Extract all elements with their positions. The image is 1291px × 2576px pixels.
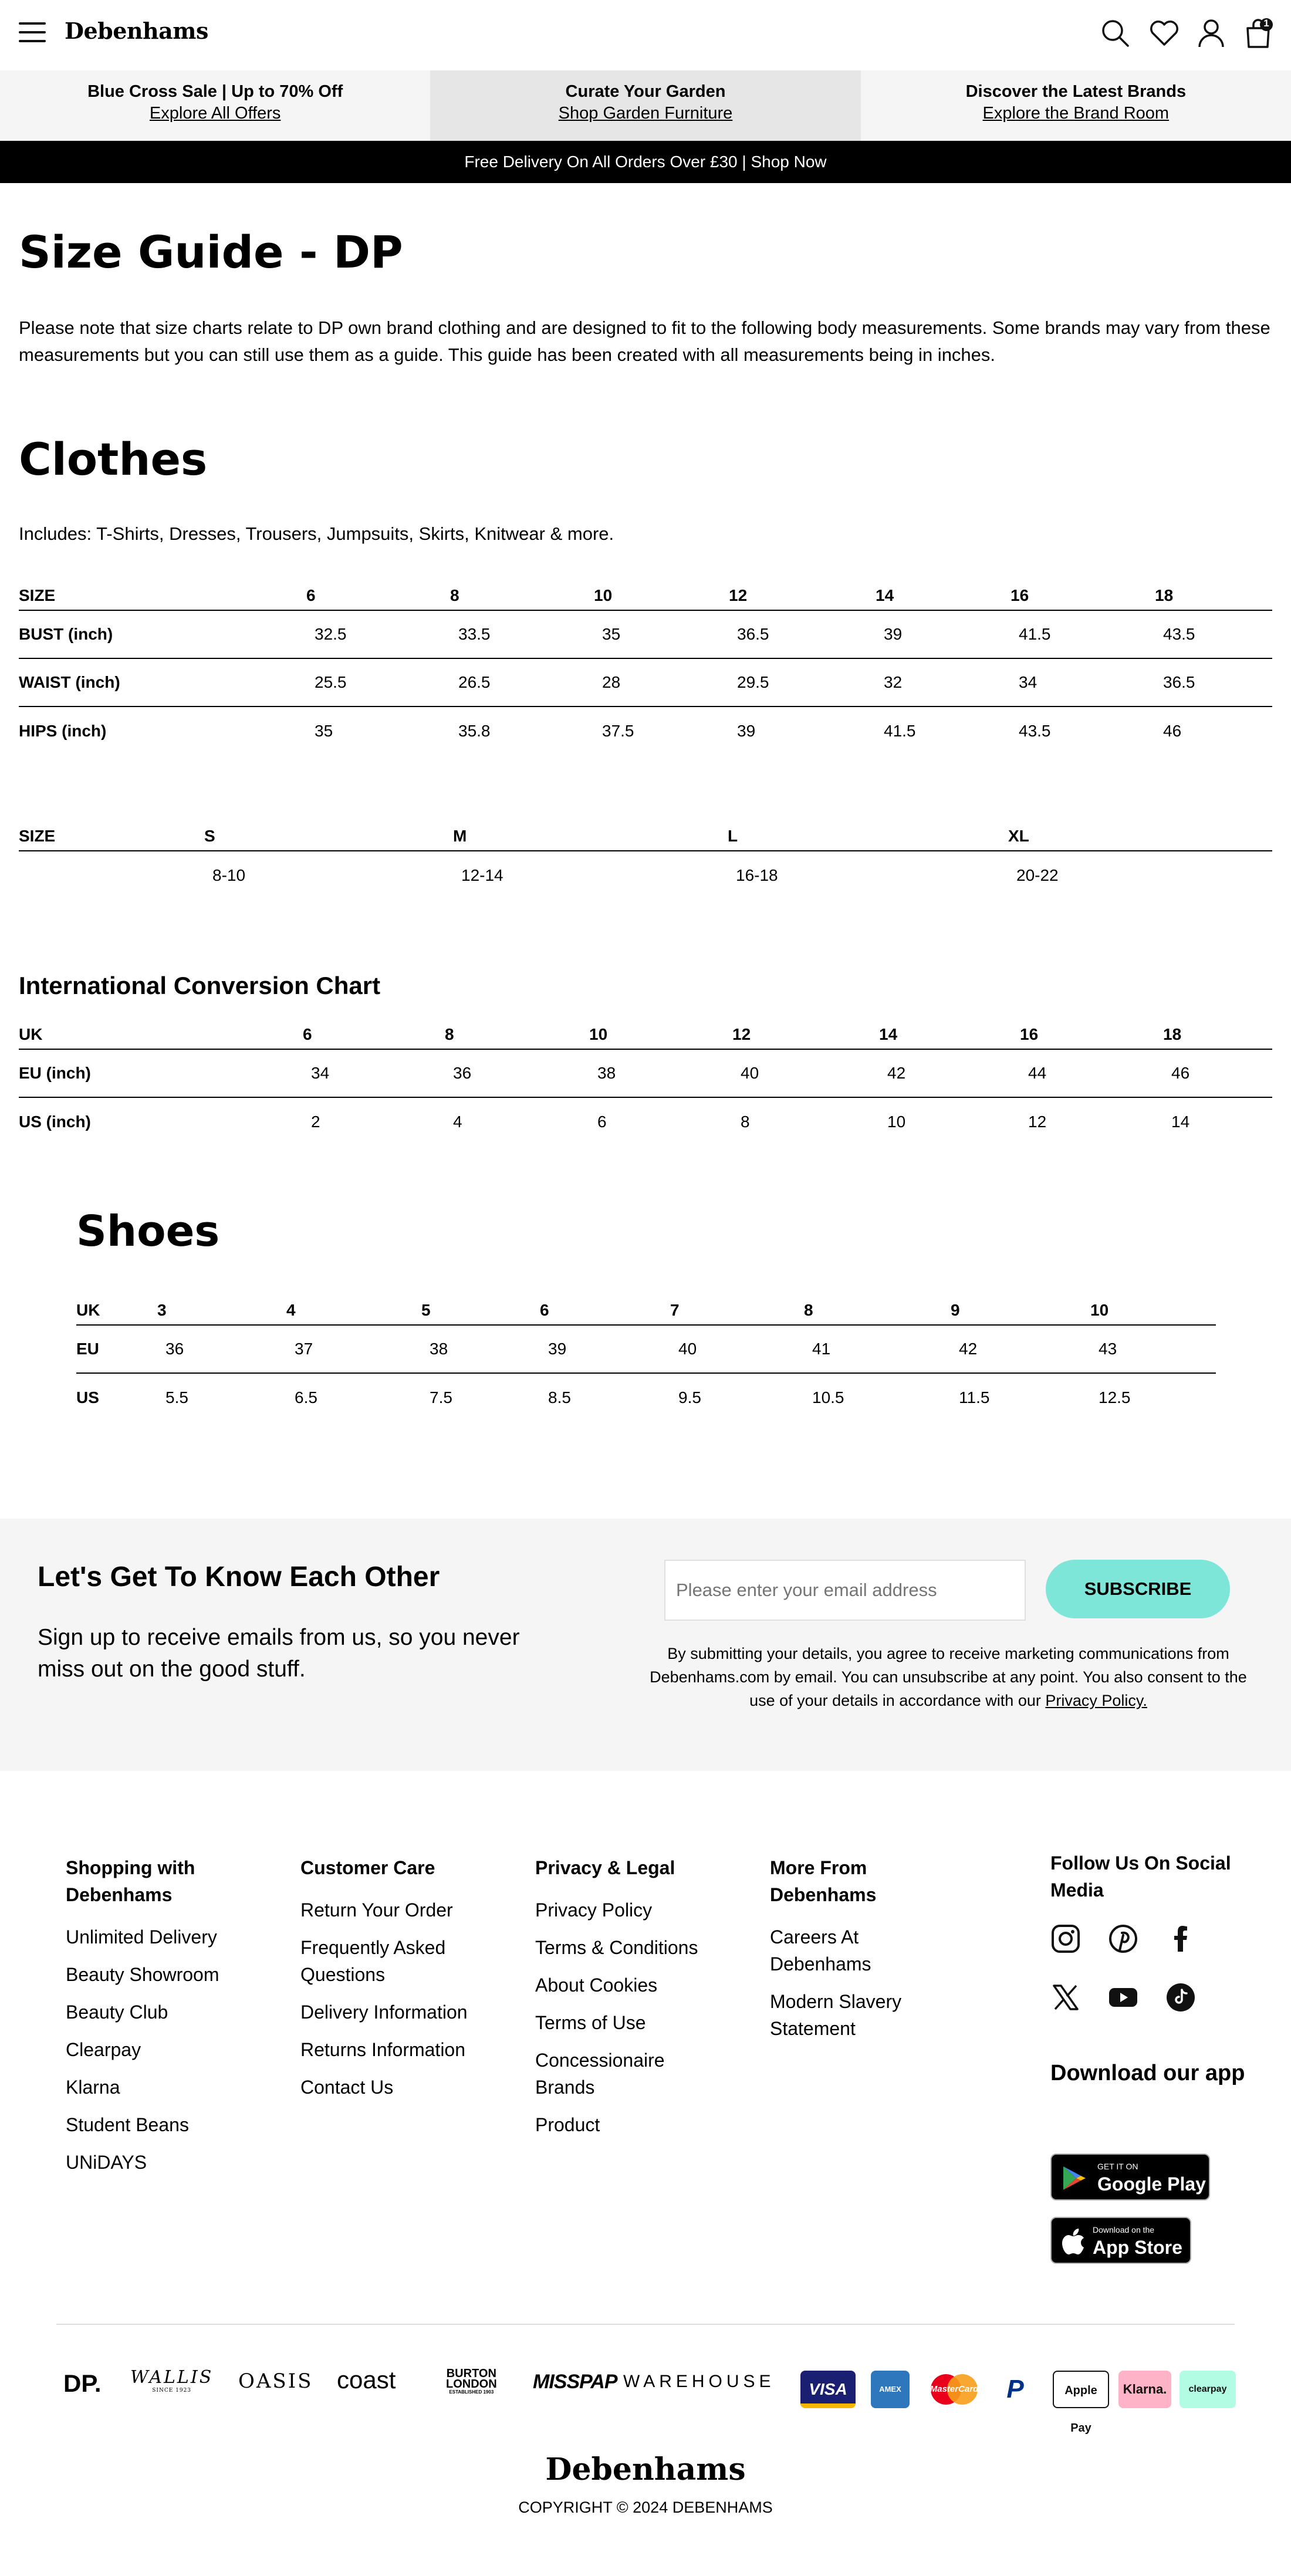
table-row xyxy=(19,851,1272,899)
table-header: 18 xyxy=(1155,581,1272,610)
app-store-small: Download on the xyxy=(1093,2225,1155,2234)
table-cell: 28 xyxy=(594,658,729,706)
row-label: BUST (inch) xyxy=(19,610,306,658)
table-header-row xyxy=(19,1020,1272,1049)
table-cell: 43.5 xyxy=(1019,721,1051,740)
table-cell: 37 xyxy=(286,1325,421,1373)
table-header: 7 xyxy=(670,1296,804,1325)
promo-title: Blue Cross Sale | Up to 70% Off xyxy=(87,82,343,101)
table-row xyxy=(76,1373,1216,1421)
table-cell: 39 xyxy=(540,1325,670,1373)
newsletter-title: Let's Get To Know Each Other xyxy=(38,1561,440,1593)
footer-link[interactable]: Clearpay xyxy=(66,2039,141,2060)
table-row xyxy=(19,658,1272,706)
footer-link[interactable]: Beauty Showroom xyxy=(66,1964,219,1985)
table-cell: 12-14 xyxy=(461,866,503,884)
footer-heading: Shopping with Debenhams xyxy=(66,1857,195,1905)
row-label: EU (inch) xyxy=(19,1049,303,1097)
cart-count-badge: 1 xyxy=(1263,18,1269,29)
table-header: 10 xyxy=(1090,1296,1216,1325)
footer-link[interactable]: Returns Information xyxy=(300,2039,466,2060)
table-cell: 37.5 xyxy=(602,721,634,740)
table-header: SIZE xyxy=(19,822,204,851)
footer-link[interactable]: Product xyxy=(535,2114,600,2135)
table-cell: 35 xyxy=(315,721,333,740)
table-header: 6 xyxy=(540,1296,670,1325)
row-label xyxy=(19,851,204,899)
table-cell: 12 xyxy=(1028,1112,1047,1131)
table-cell: 41.5 xyxy=(1011,610,1155,658)
table-header: 12 xyxy=(729,581,876,610)
site-logo[interactable]: Debenhams xyxy=(65,18,208,44)
promo-link[interactable]: Shop Garden Furniture xyxy=(558,104,733,123)
table-cell: 38 xyxy=(421,1325,540,1373)
mastercard-label: MasterCard xyxy=(930,2384,979,2394)
table-cell: 35.8 xyxy=(458,721,491,740)
table-cell: 41.5 xyxy=(884,721,916,740)
table-cell: 2 xyxy=(311,1112,320,1131)
footer-link[interactable]: Privacy Policy xyxy=(535,1899,653,1921)
brand-wallis[interactable] xyxy=(130,2367,213,2394)
table-header: 10 xyxy=(594,581,729,610)
table-cell: 33.5 xyxy=(450,610,594,658)
shoes-heading: Shoes xyxy=(76,1206,220,1256)
table-cell: 41 xyxy=(804,1325,951,1373)
intro-text: Please note that size charts relate to DP own brand clothing and are designed to fit to the following body measurements. Some brands may vary from these measurements but you can still use them as a guide. This guide has been created with all measurements being in inches. xyxy=(19,317,1270,365)
row-label: US (inch) xyxy=(19,1112,91,1131)
klarna-icon: Klarna. xyxy=(1118,2371,1171,2408)
table-header: 12 xyxy=(732,1020,879,1049)
newsletter-section xyxy=(0,1519,1291,1771)
conversion-heading: International Conversion Chart xyxy=(19,972,381,999)
app-download-heading: Download our app xyxy=(1050,2061,1245,2085)
footer-heading: Customer Care xyxy=(300,1857,435,1878)
menu-icon[interactable] xyxy=(19,22,46,42)
privacy-policy-link[interactable]: Privacy Policy. xyxy=(1045,1692,1147,1709)
footer-heading: Privacy & Legal xyxy=(535,1857,675,1878)
footer-link[interactable]: UNiDAYS xyxy=(66,2152,147,2173)
footer-column-more xyxy=(770,1854,940,2053)
table-header: 3 xyxy=(157,1296,286,1325)
promo-title: Curate Your Garden xyxy=(565,82,726,101)
table-header: L xyxy=(728,822,1008,851)
wishlist-heart-icon[interactable] xyxy=(1148,16,1181,49)
app-store-big: App Store xyxy=(1093,2237,1182,2258)
table-header: 8 xyxy=(445,1020,589,1049)
table-cell: 4 xyxy=(453,1112,462,1131)
table-header: UK xyxy=(76,1296,157,1325)
footer-link[interactable]: Frequently Asked Questions xyxy=(300,1937,446,1985)
brand-burton[interactable] xyxy=(446,2368,497,2395)
letter-size-table xyxy=(19,822,1272,899)
legal-text: By submitting your details, you agree to receive marketing communications from Debenhams.com by email. You can unsubscribe at any point. You also consent to the use of your details in accordance with our xyxy=(650,1645,1247,1709)
table-cell: 26.5 xyxy=(450,658,594,706)
row-label: EU xyxy=(76,1325,157,1373)
table-header: 4 xyxy=(286,1296,421,1325)
table-cell: 38 xyxy=(589,1049,732,1097)
table-cell: 34 xyxy=(303,1049,445,1097)
footer-link[interactable]: About Cookies xyxy=(535,1975,658,1996)
google-play-badge[interactable] xyxy=(1050,2154,1210,2200)
footer-link[interactable]: Beauty Club xyxy=(66,2002,168,2023)
table-cell: 36 xyxy=(157,1325,286,1373)
facebook-icon[interactable] xyxy=(1165,1923,1196,1954)
promo-brands[interactable] xyxy=(861,70,1291,141)
clothes-heading: Clothes xyxy=(19,433,208,485)
footer-column-shopping xyxy=(66,1854,254,2186)
footer-link[interactable]: Careers At Debenhams xyxy=(770,1926,871,1975)
brand-wallis-since: SINCE 1923 xyxy=(152,2388,192,2394)
table-header: S xyxy=(204,822,453,851)
table-header: 10 xyxy=(589,1020,732,1049)
table-cell: 36.5 xyxy=(1155,658,1272,706)
brand-oasis[interactable]: OASIS xyxy=(238,2369,313,2393)
table-cell: 25.5 xyxy=(306,658,450,706)
footer-link[interactable]: Student Beans xyxy=(66,2114,189,2135)
footer-column-privacy-legal xyxy=(535,1854,729,2149)
table-header-row xyxy=(19,822,1272,851)
table-header: 6 xyxy=(303,1020,445,1049)
footer-link[interactable]: Concessionaire Brands xyxy=(535,2050,665,2098)
google-play-small: GET IT ON xyxy=(1097,2162,1138,2171)
table-cell: 14 xyxy=(1171,1112,1190,1131)
footer-link[interactable]: Terms of Use xyxy=(535,2012,646,2033)
table-cell: 8-10 xyxy=(212,866,246,884)
footer-link[interactable]: Modern Slavery Statement xyxy=(770,1991,902,2039)
table-row xyxy=(19,706,1272,755)
table-cell: 29.5 xyxy=(729,658,876,706)
table-cell: 8 xyxy=(741,1112,750,1131)
table-header: 18 xyxy=(1163,1020,1272,1049)
brand-warehouse[interactable]: WAREHOUSE xyxy=(623,2372,775,2391)
brand-wallis-name: WALLIS xyxy=(130,2367,214,2388)
table-cell: 42 xyxy=(879,1049,1020,1097)
table-header: 6 xyxy=(306,581,450,610)
table-header: 5 xyxy=(421,1296,540,1325)
search-icon[interactable] xyxy=(1099,16,1131,49)
table-cell: 36 xyxy=(445,1049,589,1097)
page-title: Size Guide - DP xyxy=(19,226,403,278)
table-cell: 8.5 xyxy=(548,1388,571,1407)
table-header-row xyxy=(19,581,1272,610)
newsletter-subtitle: Sign up to receive emails from us, so you never miss out on the good stuff. xyxy=(38,1625,520,1682)
conversion-table xyxy=(19,1020,1272,1145)
footer-link[interactable]: Contact Us xyxy=(300,2077,394,2098)
footer-link[interactable]: Unlimited Delivery xyxy=(66,1926,217,1948)
table-cell: 46 xyxy=(1163,721,1182,740)
table-cell: 6.5 xyxy=(295,1388,317,1407)
x-icon[interactable] xyxy=(1050,1982,1081,2013)
table-cell: 7.5 xyxy=(430,1388,452,1407)
footer-logo[interactable]: Debenhams xyxy=(545,2452,746,2487)
table-cell: 32 xyxy=(876,658,1011,706)
brand-misspap[interactable]: MISSPAP xyxy=(533,2371,617,2393)
newsletter-legal xyxy=(649,1642,1248,1712)
table-header: XL xyxy=(1008,822,1272,851)
table-cell: 40 xyxy=(732,1049,879,1097)
brand-coast[interactable]: coast xyxy=(337,2366,396,2394)
footer-link[interactable]: Terms & Conditions xyxy=(535,1937,698,1958)
google-play-big: Google Play xyxy=(1097,2173,1206,2195)
copyright: COPYRIGHT © 2024 DEBENHAMS xyxy=(518,2499,773,2516)
instagram-icon[interactable] xyxy=(1050,1923,1081,1954)
table-header: 8 xyxy=(450,581,594,610)
table-row xyxy=(19,1049,1272,1097)
table-cell: 39 xyxy=(876,610,1011,658)
footer-column-customer-care xyxy=(300,1854,494,2111)
table-cell: 39 xyxy=(737,721,756,740)
table-header: SIZE xyxy=(19,581,306,610)
includes-text: Includes: T-Shirts, Dresses, Trousers, Jumpsuits, Skirts, Knitwear & more. xyxy=(19,523,614,544)
subscribe-button[interactable]: SUBSCRIBE xyxy=(1046,1560,1230,1618)
account-icon[interactable] xyxy=(1195,16,1228,49)
amex-icon: AMEX xyxy=(871,2371,910,2408)
brand-dp[interactable]: DP. xyxy=(63,2369,102,2397)
promo-offers[interactable] xyxy=(0,70,430,141)
youtube-icon[interactable] xyxy=(1108,1982,1138,2013)
footer-heading: More From Debenhams xyxy=(770,1857,877,1905)
mastercard-icon xyxy=(926,2371,982,2408)
footer-divider xyxy=(56,2324,1235,2325)
table-cell: 35 xyxy=(594,610,729,658)
table-cell: 10.5 xyxy=(812,1388,844,1407)
table-row xyxy=(19,1097,1272,1145)
table-cell: 43 xyxy=(1090,1325,1216,1373)
footer-link[interactable]: Return Your Order xyxy=(300,1899,453,1921)
table-cell: 43.5 xyxy=(1155,610,1272,658)
tiktok-icon[interactable] xyxy=(1165,1982,1196,2013)
app-store-badge[interactable] xyxy=(1050,2217,1191,2264)
table-header: 16 xyxy=(1020,1020,1163,1049)
table-cell: 11.5 xyxy=(959,1388,990,1407)
table-cell: 16-18 xyxy=(736,866,778,884)
table-cell: 5.5 xyxy=(165,1388,188,1407)
promo-bar xyxy=(0,70,1291,141)
brand-burton-est: ESTABLISHED 1903 xyxy=(449,2389,494,2395)
promo-link[interactable]: Explore All Offers xyxy=(149,104,281,123)
brand-burton-line: LONDON xyxy=(446,2378,497,2391)
table-cell: 44 xyxy=(1020,1049,1163,1097)
table-cell: 9.5 xyxy=(678,1388,701,1407)
paypal-icon: P xyxy=(1006,2375,1024,2403)
footer-link[interactable]: Klarna xyxy=(66,2077,120,2098)
promo-garden[interactable] xyxy=(430,70,860,141)
google-play-icon xyxy=(1060,2164,1088,2192)
apple-icon xyxy=(1060,2227,1086,2256)
table-header: 16 xyxy=(1011,581,1155,610)
table-row xyxy=(19,610,1272,658)
promo-link[interactable]: Explore the Brand Room xyxy=(982,104,1170,123)
row-label: WAIST (inch) xyxy=(19,658,306,706)
table-cell: 6 xyxy=(597,1112,607,1131)
table-header-row xyxy=(76,1296,1216,1325)
free-delivery-banner[interactable]: Free Delivery On All Orders Over £30 | Shop Now xyxy=(0,141,1291,183)
footer-link[interactable]: Delivery Information xyxy=(300,2002,468,2023)
table-header: 14 xyxy=(879,1020,1020,1049)
table-cell: 36.5 xyxy=(729,610,876,658)
table-header: 14 xyxy=(876,581,1011,610)
shoes-size-table xyxy=(76,1296,1216,1421)
table-cell: 46 xyxy=(1163,1049,1272,1097)
table-header: 9 xyxy=(951,1296,1090,1325)
table-header: 8 xyxy=(804,1296,951,1325)
pinterest-icon[interactable] xyxy=(1108,1923,1138,1954)
site-header xyxy=(0,0,1291,69)
table-cell: 10 xyxy=(887,1112,906,1131)
table-cell: 42 xyxy=(951,1325,1090,1373)
row-label: HIPS (inch) xyxy=(19,721,107,740)
table-cell: 20-22 xyxy=(1016,866,1059,884)
table-cell: 32.5 xyxy=(306,610,450,658)
table-cell: 12.5 xyxy=(1099,1388,1131,1407)
email-input[interactable] xyxy=(664,1560,1026,1621)
apple-pay-icon: Apple Pay xyxy=(1053,2371,1109,2408)
visa-icon: VISA xyxy=(800,2371,856,2408)
clearpay-icon: clearpay xyxy=(1180,2371,1236,2408)
social-heading: Follow Us On Social Media xyxy=(1050,1852,1231,1901)
table-header: M xyxy=(453,822,728,851)
table-cell: 40 xyxy=(670,1325,804,1373)
clothes-size-table xyxy=(19,581,1272,755)
row-label: US xyxy=(76,1388,99,1407)
brand-burton-name: BURTON xyxy=(446,2367,496,2380)
promo-title: Discover the Latest Brands xyxy=(965,82,1187,101)
table-header: UK xyxy=(19,1020,303,1049)
table-cell: 34 xyxy=(1011,658,1155,706)
table-row xyxy=(76,1325,1216,1373)
